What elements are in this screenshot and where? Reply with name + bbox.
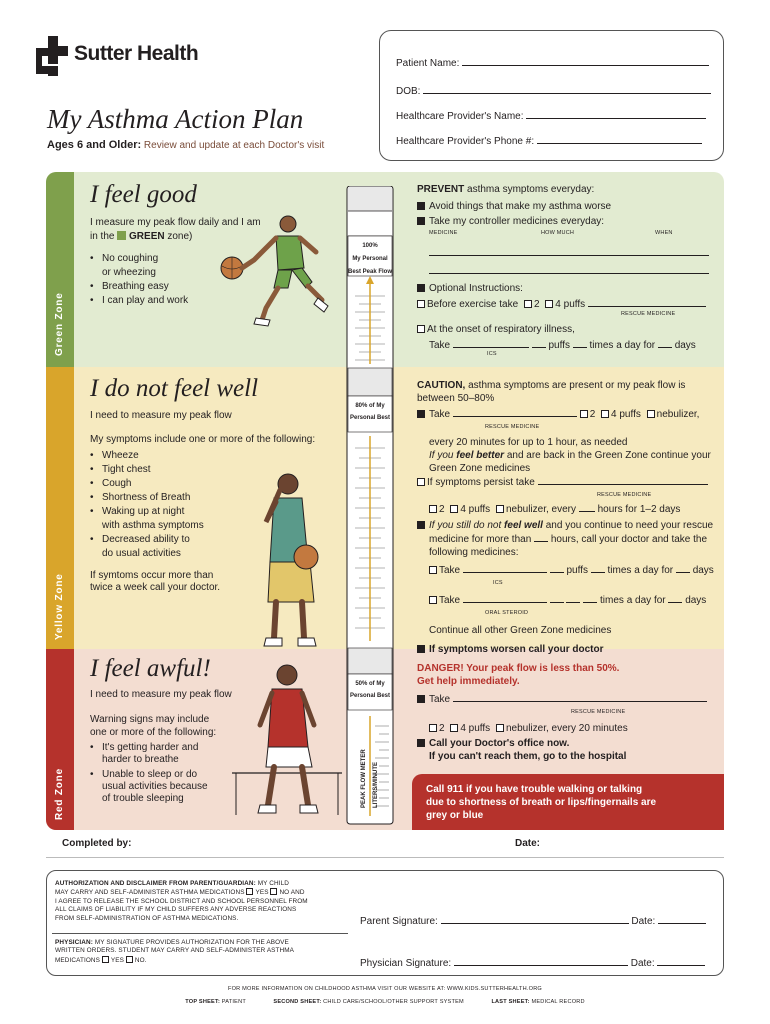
rescue-medicine-caption-2: RESCUE MEDICINE	[597, 492, 652, 498]
subtitle-rest: Review and update at each Doctor's visit	[143, 140, 325, 151]
four-puffs-checkbox[interactable]	[545, 300, 553, 308]
take-text: Take	[439, 595, 461, 606]
col-when: WHEN	[655, 230, 673, 236]
call911-a: Call 911 if you have trouble walking or talking	[426, 784, 643, 795]
phys-text2: WRITTEN ORDERS. STUDENT MAY CARRY AND SELF-ADMINISTER ASTHMA	[55, 947, 295, 955]
red-rescue-field[interactable]	[453, 692, 707, 702]
controller-columns	[417, 230, 717, 240]
call911-c: grey or blue	[426, 810, 484, 821]
patient-name-field[interactable]	[462, 56, 709, 66]
physician-text-block	[55, 939, 355, 965]
danger-a: DANGER! Your peak flow is less than 50%.	[417, 663, 620, 674]
still-d-row	[429, 532, 717, 546]
red-take-row	[417, 692, 717, 706]
phys-text1: MY SIGNATURE PROVIDES AUTHORIZATION FOR THE ABOVE	[94, 939, 289, 946]
auth-no-checkbox[interactable]	[270, 888, 277, 895]
subtitle-bold: Ages 6 and Older:	[47, 139, 142, 151]
call-b: If you can't reach them, go to the hospital	[429, 751, 627, 762]
hours-field[interactable]	[579, 502, 595, 512]
every20-text: every 20 minutes for up to 1 hour, as needed	[429, 437, 628, 448]
green-item1	[417, 201, 717, 212]
ics-puffs-field[interactable]	[550, 563, 564, 573]
meter-vertical-a: PEAK FLOW METER	[361, 749, 367, 808]
oral-steroid-caption: ORAL STEROID	[485, 610, 529, 616]
provider-phone-row	[396, 134, 702, 147]
prevent-rest: asthma symptoms everyday:	[467, 184, 595, 195]
auth-line1	[55, 880, 355, 888]
before-exercise-row	[417, 297, 717, 310]
provider-name-field[interactable]	[526, 109, 706, 119]
two-text: 2	[533, 299, 540, 310]
days-text: days	[674, 340, 696, 351]
red-bullet-cont: harder to breathe	[102, 754, 179, 765]
auth-yes-checkbox[interactable]	[246, 888, 253, 895]
oral-dose-field-2[interactable]	[566, 593, 580, 603]
peak-flow-meter-icon	[345, 186, 395, 826]
onset-take-row	[429, 338, 717, 351]
footer-info: FOR MORE INFORMATION ON CHILDHOOD ASTHMA VISIT OUR WEBSITE AT: WWW.KIDS.SUTTERHEALTH.ORG	[228, 986, 542, 992]
dob-label: DOB:	[396, 86, 421, 97]
physician-date-field[interactable]	[657, 956, 705, 966]
optional-row	[417, 283, 717, 294]
caution-rest2: between 50–80%	[417, 393, 495, 404]
before-exercise-checkbox[interactable]	[417, 300, 425, 308]
red-heading: I feel awful!	[90, 655, 211, 682]
patient-name-label: Patient Name:	[396, 58, 460, 69]
ics-medicine-field[interactable]	[463, 563, 547, 573]
green-intro-c: GREEN	[129, 231, 165, 242]
black-square-icon	[417, 739, 425, 747]
auth-text4: ALL CLAIMS OF LIABILITY IF MY CHILD SUFFERS ANY ADVERSE REACTIONS	[55, 906, 297, 914]
persist-field[interactable]	[538, 475, 708, 485]
auth-line2	[55, 888, 355, 897]
worsen-row	[417, 643, 717, 656]
ics-caption: ICS	[487, 351, 497, 357]
phys-heading: PHYSICIAN:	[55, 939, 93, 946]
meter-50-b: Personal Best	[349, 693, 391, 699]
four-puffs-text: 4 puffs	[460, 723, 491, 734]
controller-line-2[interactable]	[429, 264, 709, 274]
footer-sheets	[0, 999, 770, 1005]
persist-text: If symptoms persist take	[427, 477, 535, 488]
green-square-icon	[117, 231, 126, 240]
onset-puffs-field[interactable]	[532, 338, 546, 348]
onset-days-field[interactable]	[658, 338, 672, 348]
caution-rest: asthma symptoms are present or my peak flow is	[468, 380, 686, 391]
worsen-text: If symptoms worsen call your doctor	[429, 644, 604, 655]
nebulizer20-text: nebulizer, every 20 minutes	[505, 723, 628, 734]
phys-yes-text: YES	[110, 956, 124, 964]
four-puffs-checkbox[interactable]	[601, 410, 609, 418]
provider-phone-label: Healthcare Provider's Phone #:	[396, 136, 535, 147]
danger-b: Get help immediately.	[417, 676, 520, 687]
auth-divider	[52, 933, 348, 934]
two-checkbox[interactable]	[580, 410, 588, 418]
four-puffs-checkbox[interactable]	[450, 724, 458, 732]
yellow-need: I need to measure my peak flow	[90, 410, 232, 421]
before-exercise-text: Before exercise take	[427, 299, 519, 310]
still-e: hours, call your doctor and take the	[550, 534, 708, 545]
times-a-day-text: times a day for	[589, 340, 656, 351]
yellow-bullet: • Waking up at night	[90, 505, 250, 519]
green-item2	[417, 216, 717, 227]
continue-text: Continue all other Green Zone medicines	[429, 625, 612, 636]
yellow-symptoms-intro: My symptoms include one or more of the following:	[90, 434, 316, 445]
red-zone-label: Red Zone	[54, 768, 65, 820]
oral-checkbox[interactable]	[429, 596, 437, 604]
sutter-health-logo-icon	[34, 34, 70, 78]
yellow-take-row	[417, 407, 717, 421]
sitting-kid-illustration-icon	[232, 655, 342, 825]
yellow-bullet: • Wheeze	[90, 449, 250, 463]
red-right	[417, 662, 717, 763]
still-c: and you continue to need your rescue	[545, 520, 714, 531]
four-puffs-text: 4 puffs	[611, 409, 641, 420]
logo	[34, 34, 224, 80]
oral-take-row	[429, 593, 717, 607]
yellow-often-a: If symtoms occur more than	[90, 570, 214, 581]
black-square-icon	[417, 521, 425, 529]
physician-signature-row	[360, 956, 705, 969]
phys-yes-checkbox[interactable]	[102, 956, 109, 963]
green-bullets	[90, 252, 220, 308]
logo-brand: Sutter Health	[74, 42, 199, 65]
green-item2-text: Take my controller medicines everyday:	[429, 216, 605, 227]
meter-100-best: Best Peak Flow	[348, 269, 393, 275]
green-intro-d: zone)	[167, 231, 193, 242]
green-intro-a: I measure my peak flow daily and I am	[90, 217, 261, 228]
before-exercise-medicine-field[interactable]	[588, 297, 706, 307]
green-bullet: • Breathing easy	[90, 280, 220, 294]
call-a: Call your Doctor's office now.	[429, 738, 570, 749]
times-a-day-text: times a day for	[607, 565, 674, 576]
yellow-bullet: • Cough	[90, 477, 250, 491]
parent-signature-row	[360, 914, 706, 927]
phys-line1	[55, 939, 355, 947]
rescue-medicine-caption: RESCUE MEDICINE	[485, 424, 540, 430]
green-bullet	[90, 266, 220, 280]
coughing-kid-illustration-icon	[240, 462, 330, 652]
parent-date-label: Date:	[631, 916, 656, 927]
meter-label-80	[348, 400, 392, 424]
physician-date-label: Date:	[630, 958, 655, 969]
still-hours-field[interactable]	[534, 532, 548, 542]
yellow-bullets	[90, 449, 250, 561]
still-row	[417, 519, 717, 532]
yellow-often-b: twice a week call your doctor.	[90, 582, 221, 593]
col-howmuch: HOW MUCH	[541, 230, 575, 236]
phys-line3	[55, 956, 355, 965]
yellow-zone-label: Yellow Zone	[54, 573, 65, 640]
optional-text: Optional Instructions:	[429, 283, 523, 294]
two-puffs-checkbox[interactable]	[524, 300, 532, 308]
take-text: Take	[429, 694, 451, 705]
oral-days-field[interactable]	[668, 593, 682, 603]
completed-by-divider	[46, 857, 724, 858]
black-square-icon	[417, 217, 425, 225]
provider-phone-field[interactable]	[537, 134, 702, 144]
nebulizer-checkbox[interactable]	[496, 724, 504, 732]
page-subtitle	[47, 139, 324, 151]
red-bullets	[90, 742, 230, 805]
yellow-right	[417, 379, 717, 656]
two-checkbox[interactable]	[429, 724, 437, 732]
onset-row	[417, 324, 717, 335]
four-puffs-text: 4 puffs	[460, 504, 491, 515]
nebulizer-every-text: nebulizer, every	[505, 504, 577, 515]
two-text: 2	[589, 409, 596, 420]
puffs-text: puffs	[566, 565, 588, 576]
dob-field[interactable]	[423, 84, 711, 94]
persist-checkbox[interactable]	[417, 478, 425, 486]
phys-no-text: NO.	[134, 956, 147, 964]
meter-80-a: 80% of My	[355, 403, 385, 409]
auth-heading: AUTHORIZATION AND DISCLAIMER FROM PARENT/GUARDIAN:	[55, 880, 256, 887]
if-better-c: and are back in the Green Zone continue your	[506, 450, 711, 461]
provider-name-row	[396, 109, 706, 122]
yellow-heading: I do not feel well	[90, 375, 259, 402]
red-need: I need to measure my peak flow	[90, 689, 232, 700]
patient-info-box	[379, 30, 724, 161]
still-d: medicine for more than	[429, 534, 532, 545]
red-call-row	[417, 737, 717, 750]
ics-times-field[interactable]	[591, 563, 605, 573]
red-bullet-cont: usual activities because	[102, 781, 208, 792]
ics-checkbox[interactable]	[429, 566, 437, 574]
green-heading: I feel good	[90, 181, 197, 208]
take-text: Take	[429, 409, 451, 420]
red-warning-b: one or more of the following:	[90, 727, 217, 738]
page-title: My Asthma Action Plan	[47, 104, 304, 134]
hours-for-text: hours for 1–2 days	[597, 504, 681, 515]
meter-80-b: Personal Best	[349, 415, 391, 421]
nebulizer-checkbox[interactable]	[496, 505, 504, 513]
caution-bold: CAUTION,	[417, 380, 466, 391]
take-text: Take	[429, 340, 451, 351]
auth-text2: MAY CARRY AND SELF-ADMINISTER ASTHMA MEDICATIONS	[55, 889, 245, 897]
red-options-row	[429, 722, 717, 735]
auth-text3: I AGREE TO RELEASE THE SCHOOL DISTRICT AND SCHOOL PERSONNEL FROM	[55, 897, 308, 905]
provider-name-label: Healthcare Provider's Name:	[396, 111, 524, 122]
col-medicine: MEDICINE	[429, 230, 458, 236]
ics-caption: ICS	[493, 580, 503, 586]
physician-signature-label: Physician Signature:	[360, 958, 452, 969]
meter-label-50	[348, 678, 392, 702]
patient-name-row	[396, 56, 709, 69]
black-square-icon	[417, 410, 425, 418]
persist-row	[417, 475, 717, 489]
green-item1-text: Avoid things that make my asthma worse	[429, 201, 612, 212]
meter-label-100	[348, 240, 392, 279]
caution-row	[417, 379, 717, 392]
black-square-icon	[417, 645, 425, 653]
if-better-row	[429, 449, 717, 462]
footer-second-bold: SECOND SHEET:	[273, 999, 322, 1005]
nebulizer-checkbox[interactable]	[647, 410, 655, 418]
ics-take-row	[429, 563, 717, 577]
completed-date-label: Date:	[515, 838, 541, 849]
yellow-often	[90, 570, 220, 594]
red-bullet: • Unable to sleep or do	[90, 769, 230, 781]
green-bullet: • No coughing	[90, 252, 220, 266]
green-bullet-cont: or wheezing	[102, 267, 156, 278]
still-f: following medicines:	[429, 547, 519, 558]
auth-no-text: NO AND	[279, 889, 305, 897]
parent-date-field[interactable]	[658, 914, 706, 924]
puffs-text: puffs	[548, 340, 570, 351]
green-intro-b: in the	[90, 231, 115, 242]
parent-signature-label: Parent Signature:	[360, 916, 438, 927]
red-bullet: • It's getting harder and	[90, 742, 230, 754]
still-a: If you still do not	[429, 520, 502, 531]
yellow-bullet-cont: with asthma symptoms	[102, 520, 204, 531]
auth-text5: FROM SELF-ADMINISTRATION OF ASTHMA MEDICATIONS.	[55, 914, 239, 922]
prevent-bold: PREVENT	[417, 184, 465, 195]
black-square-icon	[417, 695, 425, 703]
yellow-bullet-cont: do usual activities	[102, 548, 181, 559]
basketball-kid-illustration-icon	[218, 208, 338, 328]
if-better-a: If you	[429, 450, 454, 461]
meter-vertical-b: LITERS/MINUTE	[373, 762, 379, 808]
two-text: 2	[439, 504, 445, 515]
peak-flow-meter	[345, 186, 395, 826]
meter-100-my-personal: My Personal	[352, 256, 388, 262]
physician-signature-field[interactable]	[454, 956, 628, 966]
oral-times-field[interactable]	[583, 593, 597, 603]
days-text: days	[685, 595, 707, 606]
parent-signature-field[interactable]	[441, 914, 629, 924]
phys-no-checkbox[interactable]	[126, 956, 133, 963]
auth-text-block	[55, 880, 355, 923]
yellow-bullet: • Shortness of Breath	[90, 491, 250, 505]
yellow-rescue-field[interactable]	[453, 407, 577, 417]
controller-line-1[interactable]	[429, 246, 709, 256]
if-better-d: Green Zone medicines	[429, 463, 531, 474]
rescue-medicine-caption: RESCUE MEDICINE	[621, 311, 676, 317]
yellow-bullet: • Tight chest	[90, 463, 250, 477]
two-checkbox[interactable]	[429, 505, 437, 513]
auth-text1: MY CHILD	[257, 880, 289, 887]
if-better-b: feel better	[456, 450, 505, 461]
phys-text3: MEDICATIONS	[55, 956, 101, 964]
rescue-medicine-caption: RESCUE MEDICINE	[571, 709, 626, 715]
onset-text: At the onset of respiratory illness,	[427, 324, 575, 335]
red-bullet-cont: of trouble sleeping	[102, 793, 184, 804]
meter-50-a: 50% of My	[355, 681, 385, 687]
nebulizer-text: nebulizer,	[656, 409, 700, 420]
onset-checkbox[interactable]	[417, 325, 425, 333]
red-warning-a: Warning signs may include	[90, 714, 210, 725]
oral-dose-field-1[interactable]	[550, 593, 564, 603]
onset-medicine-field[interactable]	[453, 338, 529, 348]
footer-last: MEDICAL RECORD	[531, 999, 585, 1005]
footer-last-bold: LAST SHEET:	[491, 999, 530, 1005]
yellow-bullet: • Decreased ability to	[90, 533, 250, 547]
black-square-icon	[417, 284, 425, 292]
green-right	[417, 184, 717, 357]
call911-b: due to shortness of breath or lips/fingernails are	[426, 797, 657, 808]
green-zone-label: Green Zone	[54, 292, 65, 356]
two-text: 2	[439, 723, 445, 734]
footer-top-bold: TOP SHEET:	[185, 999, 221, 1005]
times-a-day-text: times a day for	[600, 595, 666, 606]
oral-medicine-field[interactable]	[463, 593, 547, 603]
persist-options-row	[429, 502, 717, 516]
footer-second: CHILD CARE/SCHOOL/OTHER SUPPORT SYSTEM	[323, 999, 464, 1005]
dob-row	[396, 84, 711, 97]
registered-mark: ®	[43, 68, 49, 75]
prevent-row	[417, 184, 717, 195]
four-puffs-checkbox[interactable]	[450, 505, 458, 513]
red-warning	[90, 713, 216, 739]
four-puffs-text: 4 puffs	[555, 299, 586, 310]
meter-100-percent: 100%	[362, 243, 378, 249]
days-text: days	[692, 565, 714, 576]
green-bullet: • I can play and work	[90, 294, 220, 308]
call-911-box	[412, 774, 724, 830]
completed-by-label: Completed by:	[62, 838, 132, 849]
take-text: Take	[439, 565, 461, 576]
footer-top: PATIENT	[221, 999, 246, 1005]
ics-days-field[interactable]	[676, 563, 690, 573]
black-square-icon	[417, 202, 425, 210]
auth-yes-text: YES	[255, 889, 269, 897]
onset-times-field[interactable]	[573, 338, 587, 348]
still-b: feel well	[504, 520, 543, 531]
